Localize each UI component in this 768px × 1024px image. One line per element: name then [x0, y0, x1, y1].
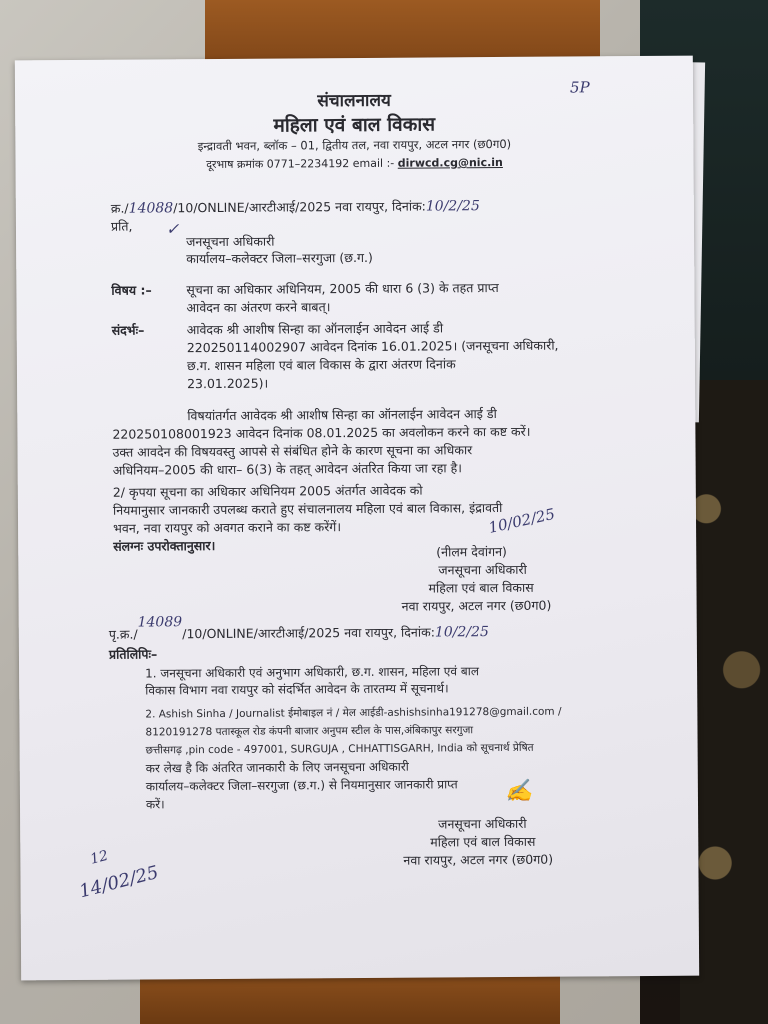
copy-item1-line-1: 1. जनसूचना अधिकारी एवं अनुभाग अधिकारी, छ.ग. शासन, महिला एवं बाल — [145, 664, 479, 681]
header-department: महिला एवं बाल विकास — [273, 113, 436, 137]
copy-item2-line-1: 2. Ashish Sinha / Journalist ईमोबाइल नं / मेल आईडी-ashishsinha191278@gmail.com / — [145, 705, 562, 721]
reference-line-3: छ.ग. शासन महिला एवं बाल विकास के द्वारा अंतरण दिनांक — [186, 356, 456, 374]
signature1-title: जनसूचना अधिकारी — [438, 561, 527, 578]
copy-ref-date-handwritten: 10/2/25 — [434, 624, 489, 641]
signature2-dept: महिला एवं बाल विकास — [430, 833, 536, 850]
subject-line-2: आवेदन का अंतरण करने बाबत्। — [186, 299, 331, 316]
enclosure: संलग्नः उपरोक्तानुसार। — [113, 537, 216, 554]
copy-ref-prefix: पृ.क्र./ — [108, 626, 138, 642]
document-sheet — [15, 56, 699, 981]
ref-number-handwritten: 14088 — [128, 200, 174, 217]
copy-ref-number-handwritten: 14089 — [137, 614, 183, 631]
signature1-place: नवा रायपुर, अटल नगर (छ0ग0) — [401, 597, 552, 614]
copy-item1-line-2: विकास विभाग नवा रायपुर को संदर्भित आवेदन के तारतम्य में सूचनार्थ। — [145, 681, 449, 698]
copy-reference-line — [108, 614, 489, 643]
para1-line-2: 220250108001923 आवेदन दिनांक 08.01.2025 का अवलोकन करने का कष्ट करें। — [112, 423, 531, 442]
copy-item2-line-2: 8120191278 पतास्कूल रोड कंपनी बाजार अनुपम स्टील के पास,अंबिकापुर सरगुजा — [145, 724, 474, 739]
to-officer: जनसूचना अधिकारी — [186, 233, 275, 250]
reference-line-4: 23.01.2025)। — [187, 375, 269, 392]
copy-item2-line-5: कार्यालय–कलेक्टर जिला–सरगुजा (छ.ग.) से नियमानुसार जानकारी प्राप्त — [145, 777, 458, 794]
page-mark: 5P — [569, 78, 590, 97]
receipt-mark-handwritten-1: 12 — [88, 847, 110, 868]
signature2-title: जनसूचना अधिकारी — [438, 815, 527, 832]
para2-line-3: भवन, नवा रायपुर को अवगत कराने का कष्ट करेंगें। — [113, 519, 342, 536]
wooden-table-bottom — [140, 975, 560, 1024]
subject-line-1: सूचना का अधिकार अधिनियम, 2005 की धारा 6 (3) के तहत प्राप्त — [186, 280, 499, 298]
header-address: इन्द्रावती भवन, ब्लॉक – 01, द्वितीय तल, नवा रायपुर, अटल नगर (छ0ग0) — [197, 136, 512, 154]
copy-item2-line-3: छत्तीसगढ़ ,pin code - 497001, SURGUJA , CHHATTISGARH, India को सूचनार्थ प्रेषित — [145, 741, 534, 757]
ref-mid: /10/ONLINE/आरटीआई/2025 नवा रायपुर, दिनांक: — [173, 198, 426, 216]
to-office: कार्यालय–कलेक्टर जिला–सरगुजा (छ.ग.) — [186, 249, 373, 267]
para1-line-1: विषयांतर्गत आवेदक श्री आशीष सिन्हा का ऑनलाईन आवेदन आई डी — [187, 406, 497, 424]
header-directorate: संचालनालय — [317, 90, 391, 112]
signature1-dept: महिला एवं बाल विकास — [428, 579, 534, 596]
copy-ref-mid: /10/ONLINE/आरटीआई/2025 नवा रायपुर, दिनांक: — [182, 624, 435, 642]
copy-item2-line-6: करें। — [145, 797, 165, 812]
signature1-name: (नीलम देवांगन) — [436, 543, 507, 560]
para2-line-1: 2/ कृपया सूचना का अधिकार अधिनियम 2005 अंतर्गत आवेदक को — [112, 482, 423, 500]
header-contact — [15, 154, 693, 174]
signature1-date-handwritten: 10/02/25 — [486, 504, 557, 537]
receipt-mark-handwritten-2: 14/02/25 — [77, 861, 161, 903]
reference-line-2: 220250114002907 आवेदन दिनांक 16.01.2025। (जनसूचना अधिकारी, — [186, 337, 559, 356]
reference-label: संदर्भः– — [111, 322, 145, 338]
copy-label: प्रतिलिपिः– — [108, 646, 158, 662]
signature2-mark: ✍ — [504, 778, 533, 804]
ref-date-handwritten: 10/2/25 — [425, 198, 480, 215]
header-phone: दूरभाष क्रमांक 0771–2234192 email :- — [206, 156, 395, 172]
reference-line-1: आवेदक श्री आशीष सिन्हा का ऑनलाईन आवेदन आई डी — [186, 320, 444, 338]
copy-item2-line-4: कर लेख है कि अंतरित जानकारी के लिए जनसूचना अधिकारी — [145, 759, 409, 776]
subject-label: विषय :– — [111, 282, 152, 298]
signature2-place: नवा रायपुर, अटल नगर (छ0ग0) — [403, 851, 554, 868]
header-email: dirwcd.cg@nic.in — [397, 155, 503, 170]
para2-line-2: नियमानुसार जानकारी उपलब्ध कराते हुए संचालनालय महिला एवं बाल विकास, इंद्रावती — [112, 499, 503, 518]
para1-line-4: अधिनियम–2005 की धारा– 6(3) के तहत् आवेदन अंतरित किया जा रहा है। — [112, 460, 463, 478]
to-label: प्रति, — [110, 218, 133, 234]
ref-prefix: क्र./ — [110, 200, 129, 216]
tick-mark: ✓ — [165, 219, 180, 239]
para1-line-3: उक्त आवदेन की विषयवस्तु आपसे से संबंधित होने के कारण सूचना का अधिकार — [112, 442, 473, 460]
reference-number-line — [111, 197, 480, 217]
